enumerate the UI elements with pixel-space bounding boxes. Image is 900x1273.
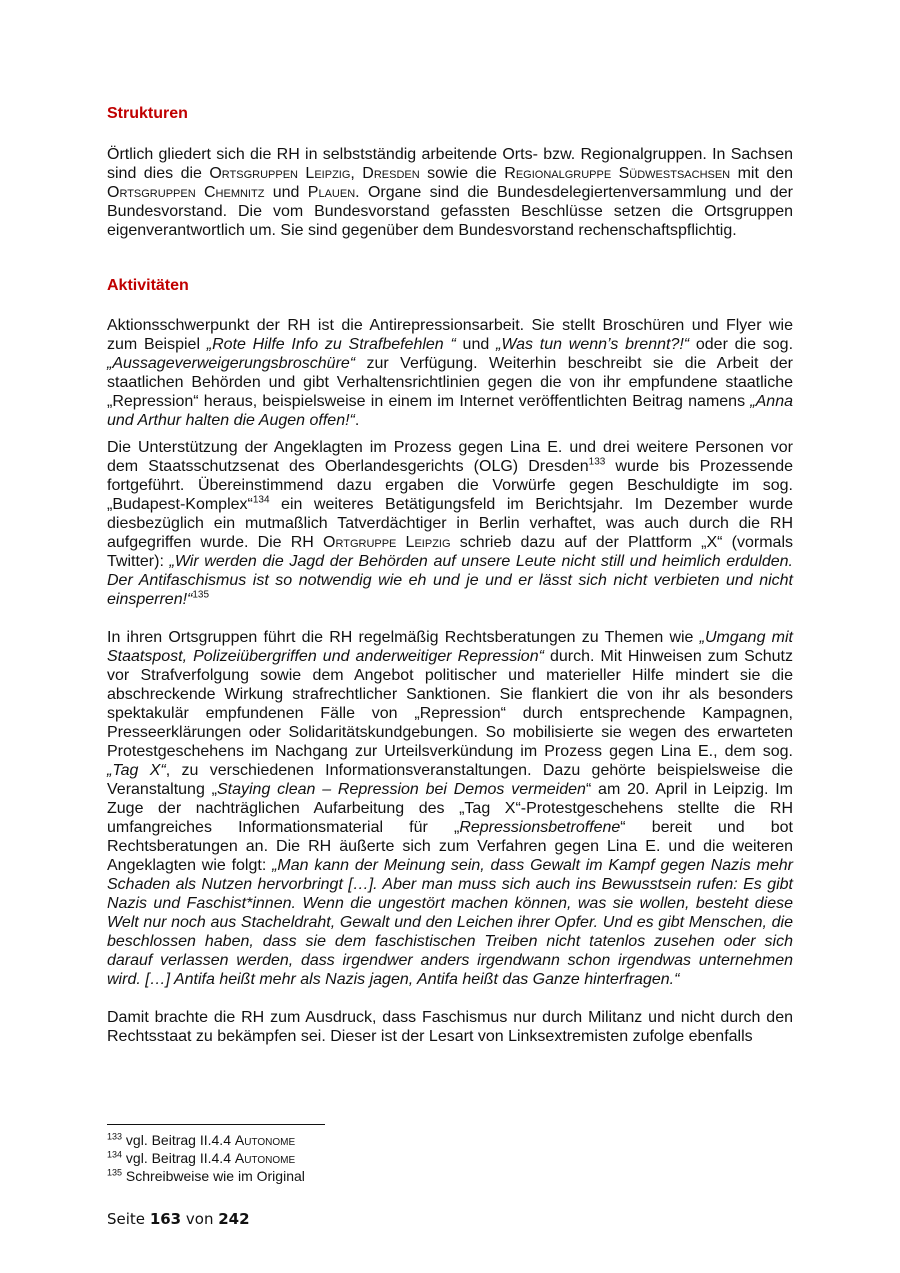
footnote-134 [107,1149,793,1167]
footnote-text: Schreibweise wie im Original [125,1168,305,1184]
page-content [107,104,793,1046]
quoted-text: Repressionsbetroffene [459,819,621,836]
page-of-label: von [185,1210,214,1228]
aktivitaeten-paragraph-2 [107,438,793,609]
footnote-133 [107,1131,793,1149]
quoted-text: „Was tun wenn’s brennt?!“ [496,336,690,353]
text-run: Örtlich gliedert sich die RH in selbstständig arbeitende Orts- bzw. Regionalgruppen. In Sachsen sind dies die [107,146,793,182]
text-run: . [354,412,360,429]
group-name: Ortsgruppen Chemnitz [107,184,265,201]
footnote-ref-marker: 133 [588,456,606,468]
text-run: zur Verfügung. Weiterhin beschreibt sie die Arbeit der staatlichen Behörden und gibt Verhaltensrichtlinien gegen die von ihr empfundene staatliche „Repression“ heraus, beispielsweise in einem im Internet veröffentlichten Beitrag namens [107,355,793,410]
group-name: Dresden [362,165,420,182]
text-run: wurde bis Prozessende fortgeführt. Übereinstimmend dazu ergaben die Vorwürfe gegen Beschuldigte im sog. „Budapest-Komplex“ [107,458,793,513]
footnotes [107,1131,793,1185]
aktivitaeten-paragraph-1 [107,316,793,430]
footnote-ref-marker: 135 [192,589,210,601]
text-run: durch. Mit Hinweisen zum Schutz vor Strafverfolgung sowie dem Angebot politischer und materieller Hilfe mindert sie die abschreckende Wirkung strafrechtlicher Sanktionen. Sie flankiert die von ihr als besonders spektakulär empfundenen Fälle von „Repression“ durch entsprechende Kampagnen, Presseerklärungen oder Solidaritätskundgebungen. So mobilisierte sie wegen des erwarteten Protestgeschehens im Nachgang zur Urteilsverkündung im Prozess gegen Lina E., dem sog. [107,648,793,760]
footnote-ref-marker: 134 [252,494,270,506]
text-run: “ bereit und bot Rechtsberatungen an. Die RH äußerte sich zum Verfahren gegen Lina E. und die weiteren Angeklagten wie folgt: [107,819,794,874]
group-name: Ortsgruppen Leipzig [209,165,351,182]
text-run: . Organe sind die Bundesdelegiertenversammlung und der Bundesvorstand. Die vom Bundesvorstand gefassten Beschlüsse setzen die Ortsgruppen eigenverantwortlich um. Sie sind gegenüber dem Bundesvorstand rechenschaftspflichtig. [107,184,793,239]
text-run: und [455,336,497,353]
current-page: 163 [149,1210,182,1228]
quoted-text: Staying clean – Repression bei Demos vermeiden [216,781,586,798]
text-run: Damit brachte die RH zum Ausdruck, dass Faschismus nur durch Militanz und nicht durch den Rechtsstaat zu bekämpfen sei. Dieser ist der Lesart von Linksextremisten zufolge ebenfalls [107,1009,793,1045]
strukturen-paragraph [107,145,793,240]
footnote-text: vgl. Beitrag II.4.4 [125,1132,235,1148]
quoted-text: „Rote Hilfe Info zu Strafbefehlen “ [206,336,456,353]
text-run: , zu verschiedenen Informationsveranstaltungen. Dazu gehörte beispielsweise die Veranstaltung „ [107,762,793,798]
group-name: Ortgruppe Leipzig [323,534,451,551]
footnote-ref: Autonome [234,1150,296,1166]
text-run: und [264,184,308,201]
page-label: Seite [107,1210,146,1228]
quoted-text: „Aussageverweigerungsbroschüre“ [107,355,356,372]
section-heading-strukturen: Strukturen [107,105,188,122]
quoted-text: „Anna und Arthur halten die Augen offen!“ [107,393,793,429]
quoted-text: „Man kann der Meinung sein, dass Gewalt im Kampf gegen Nazis mehr Schaden als Nutzen hervorbringt […]. Aber man muss sich auch ins Bewusstsein rufen: Es gibt Nazis und Faschist*innen. Wenn die ungestört machen können, was sie wollen, besteht diese Welt nur noch aus Stacheldraht, Gewalt und den Leichen ihrer Opfer. Und es gibt Menschen, die beschlossen haben, dass sie dem faschistischen Treiben nicht tatenlos zusehen oder sich darauf verlassen werden, dass irgendwer anders irgendwann schon irgendwas unternehmen wird. […] Antifa heißt mehr als Nazis jagen, Antifa heißt das Ganze hinterfragen.“ [107,857,793,988]
aktivitaeten-paragraph-4 [107,1008,793,1046]
text-run: In ihren Ortsgruppen führt die RH regelmäßig Rechtsberatungen zu Themen wie [107,629,700,646]
footnote-number: 135 [107,1167,123,1178]
text-run: Die Unterstützung der Angeklagten im Prozess gegen Lina E. und drei weitere Personen vor dem Staatsschutzsenat des Oberlandesgerichts (OLG) Dresden [107,439,793,475]
footnote-divider [107,1124,325,1125]
footnote-135 [107,1167,793,1185]
footnote-number: 133 [107,1131,123,1142]
text-run: schrieb dazu auf der Plattform „X“ (vormals Twitter): [107,534,794,570]
footnote-text: vgl. Beitrag II.4.4 [125,1150,235,1166]
group-name: Plauen [307,184,356,201]
text-run: ein weiteres Betätigungsfeld im Berichtsjahr. Im Dezember wurde diesbezüglich ein mutmaßlich Tatverdächtiger in Berlin verhaftet, was auch durch die RH aufgegriffen wurde. Die RH [107,496,793,551]
quoted-text: „Umgang mit Staatspost, Polizeiübergriffen und anderweitiger Repression“ [107,629,794,665]
group-name: Regionalgruppe Südwestsachsen [504,165,731,182]
text-run: , [350,165,363,182]
quoted-text: „Tag X“ [107,762,166,779]
text-run: oder die sog. [689,336,794,353]
aktivitaeten-paragraph-3 [107,628,793,989]
text-run: Aktionsschwerpunkt der RH ist die Antirepressionsarbeit. Sie stellt Broschüren und Flyer wie zum Beispiel [107,317,793,353]
text-run: “ am 20. April in Leipzig. Im Zuge der nachträglichen Aufarbeitung des „Tag X“-Protestgeschehens stellte die RH umfangreiches Informationsmaterial für „ [107,781,794,836]
section-heading-aktivitaeten: Aktivitäten [107,277,189,294]
page-number [107,1210,250,1228]
footnote-number: 134 [107,1149,123,1160]
text-run: mit den [730,165,794,182]
footnote-ref: Autonome [234,1132,296,1148]
quoted-text: „Wir werden die Jagd der Behörden auf unsere Leute nicht still und heimlich erdulden. Der Antifaschismus ist so notwendig wie eh und je und er lässt sich nicht verbieten und nicht einsperren!“ [107,553,793,608]
total-pages: 242 [218,1210,250,1228]
text-run: sowie die [419,165,505,182]
